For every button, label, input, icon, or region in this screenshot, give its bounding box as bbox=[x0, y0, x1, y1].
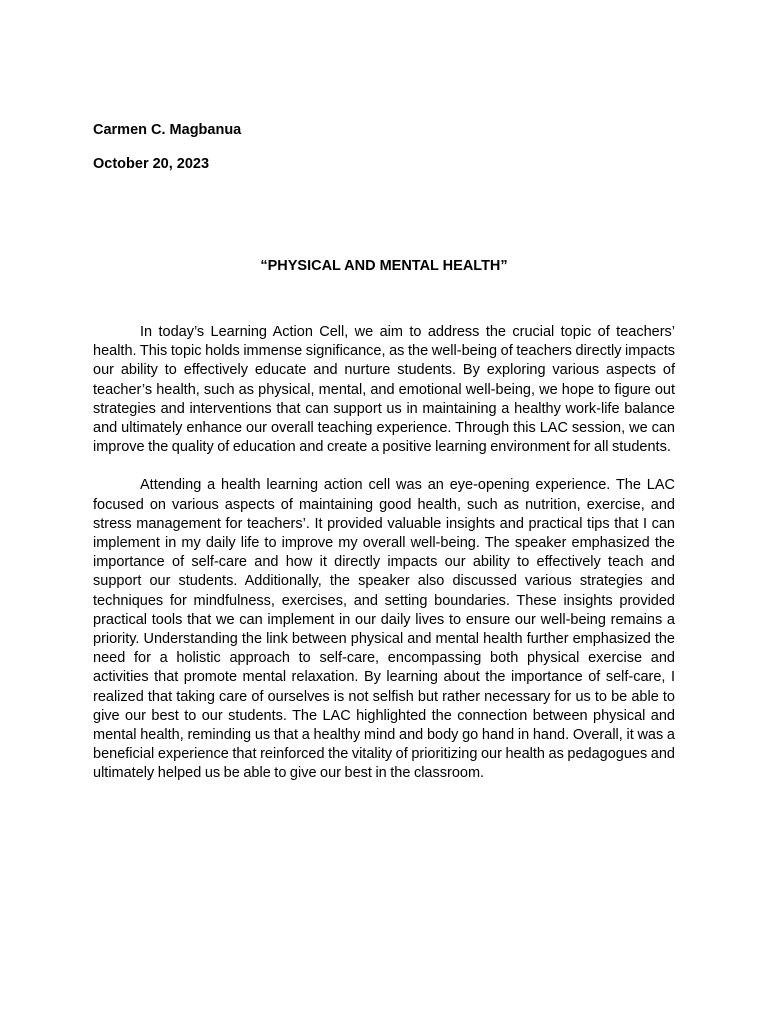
author-name: Carmen C. Magbanua bbox=[93, 122, 242, 138]
body-paragraph-1: In today’s Learning Action Cell, we aim to address the crucial topic of teachers’ health. This topic holds immense significance, as the well-being of teachers directly impacts our ability to effectively educate and nurture students. By exploring various aspects of teacher’s health, such as physical, mental, and emotional well-being, we hope to figure out strategies and interventions that can support us in maintaining a healthy work-life balance and ultimately enhance our overall teaching experience. Through this LAC session, we can improve the quality of education and create a positive learning environment for all students. bbox=[93, 324, 675, 456]
body-paragraph-2: Attending a health learning action cell was an eye-opening experience. The LAC focused on various aspects of maintaining good health, such as nutrition, exercise, and stress management for teachers’. It provided valuable insights and practical tips that I can implement in my daily life to improve my overall well-being. The speaker emphasized the importance of self-care and how it directly impacts our ability to effectively teach and support our students. Additionally, the speaker also discussed various strategies and techniques for mindfulness, exercises, and setting boundaries. These insights provided practical tools that we can implement in our daily lives to ensure our well-being remains a priority. Understanding the link between physical and mental health further emphasized the need for a holistic approach to self-care, encompassing both physical exercise and activities that promote mental relaxation. By learning about the importance of self-care, I realized that taking care of ourselves is not selfish but rather necessary for us to be able to give our best to our students. The LAC highlighted the connection between physical and mental health, reminding us that a healthy mind and body go hand in hand. Overall, it was a beneficial experience that reinforced the vitality of prioritizing our health as pedagogues and ultimately helped us be able to give our best in the classroom. bbox=[93, 477, 675, 782]
document-date: October 20, 2023 bbox=[93, 156, 210, 172]
document-title: “PHYSICAL AND MENTAL HEALTH” bbox=[260, 258, 508, 274]
document-body bbox=[93, 323, 675, 803]
